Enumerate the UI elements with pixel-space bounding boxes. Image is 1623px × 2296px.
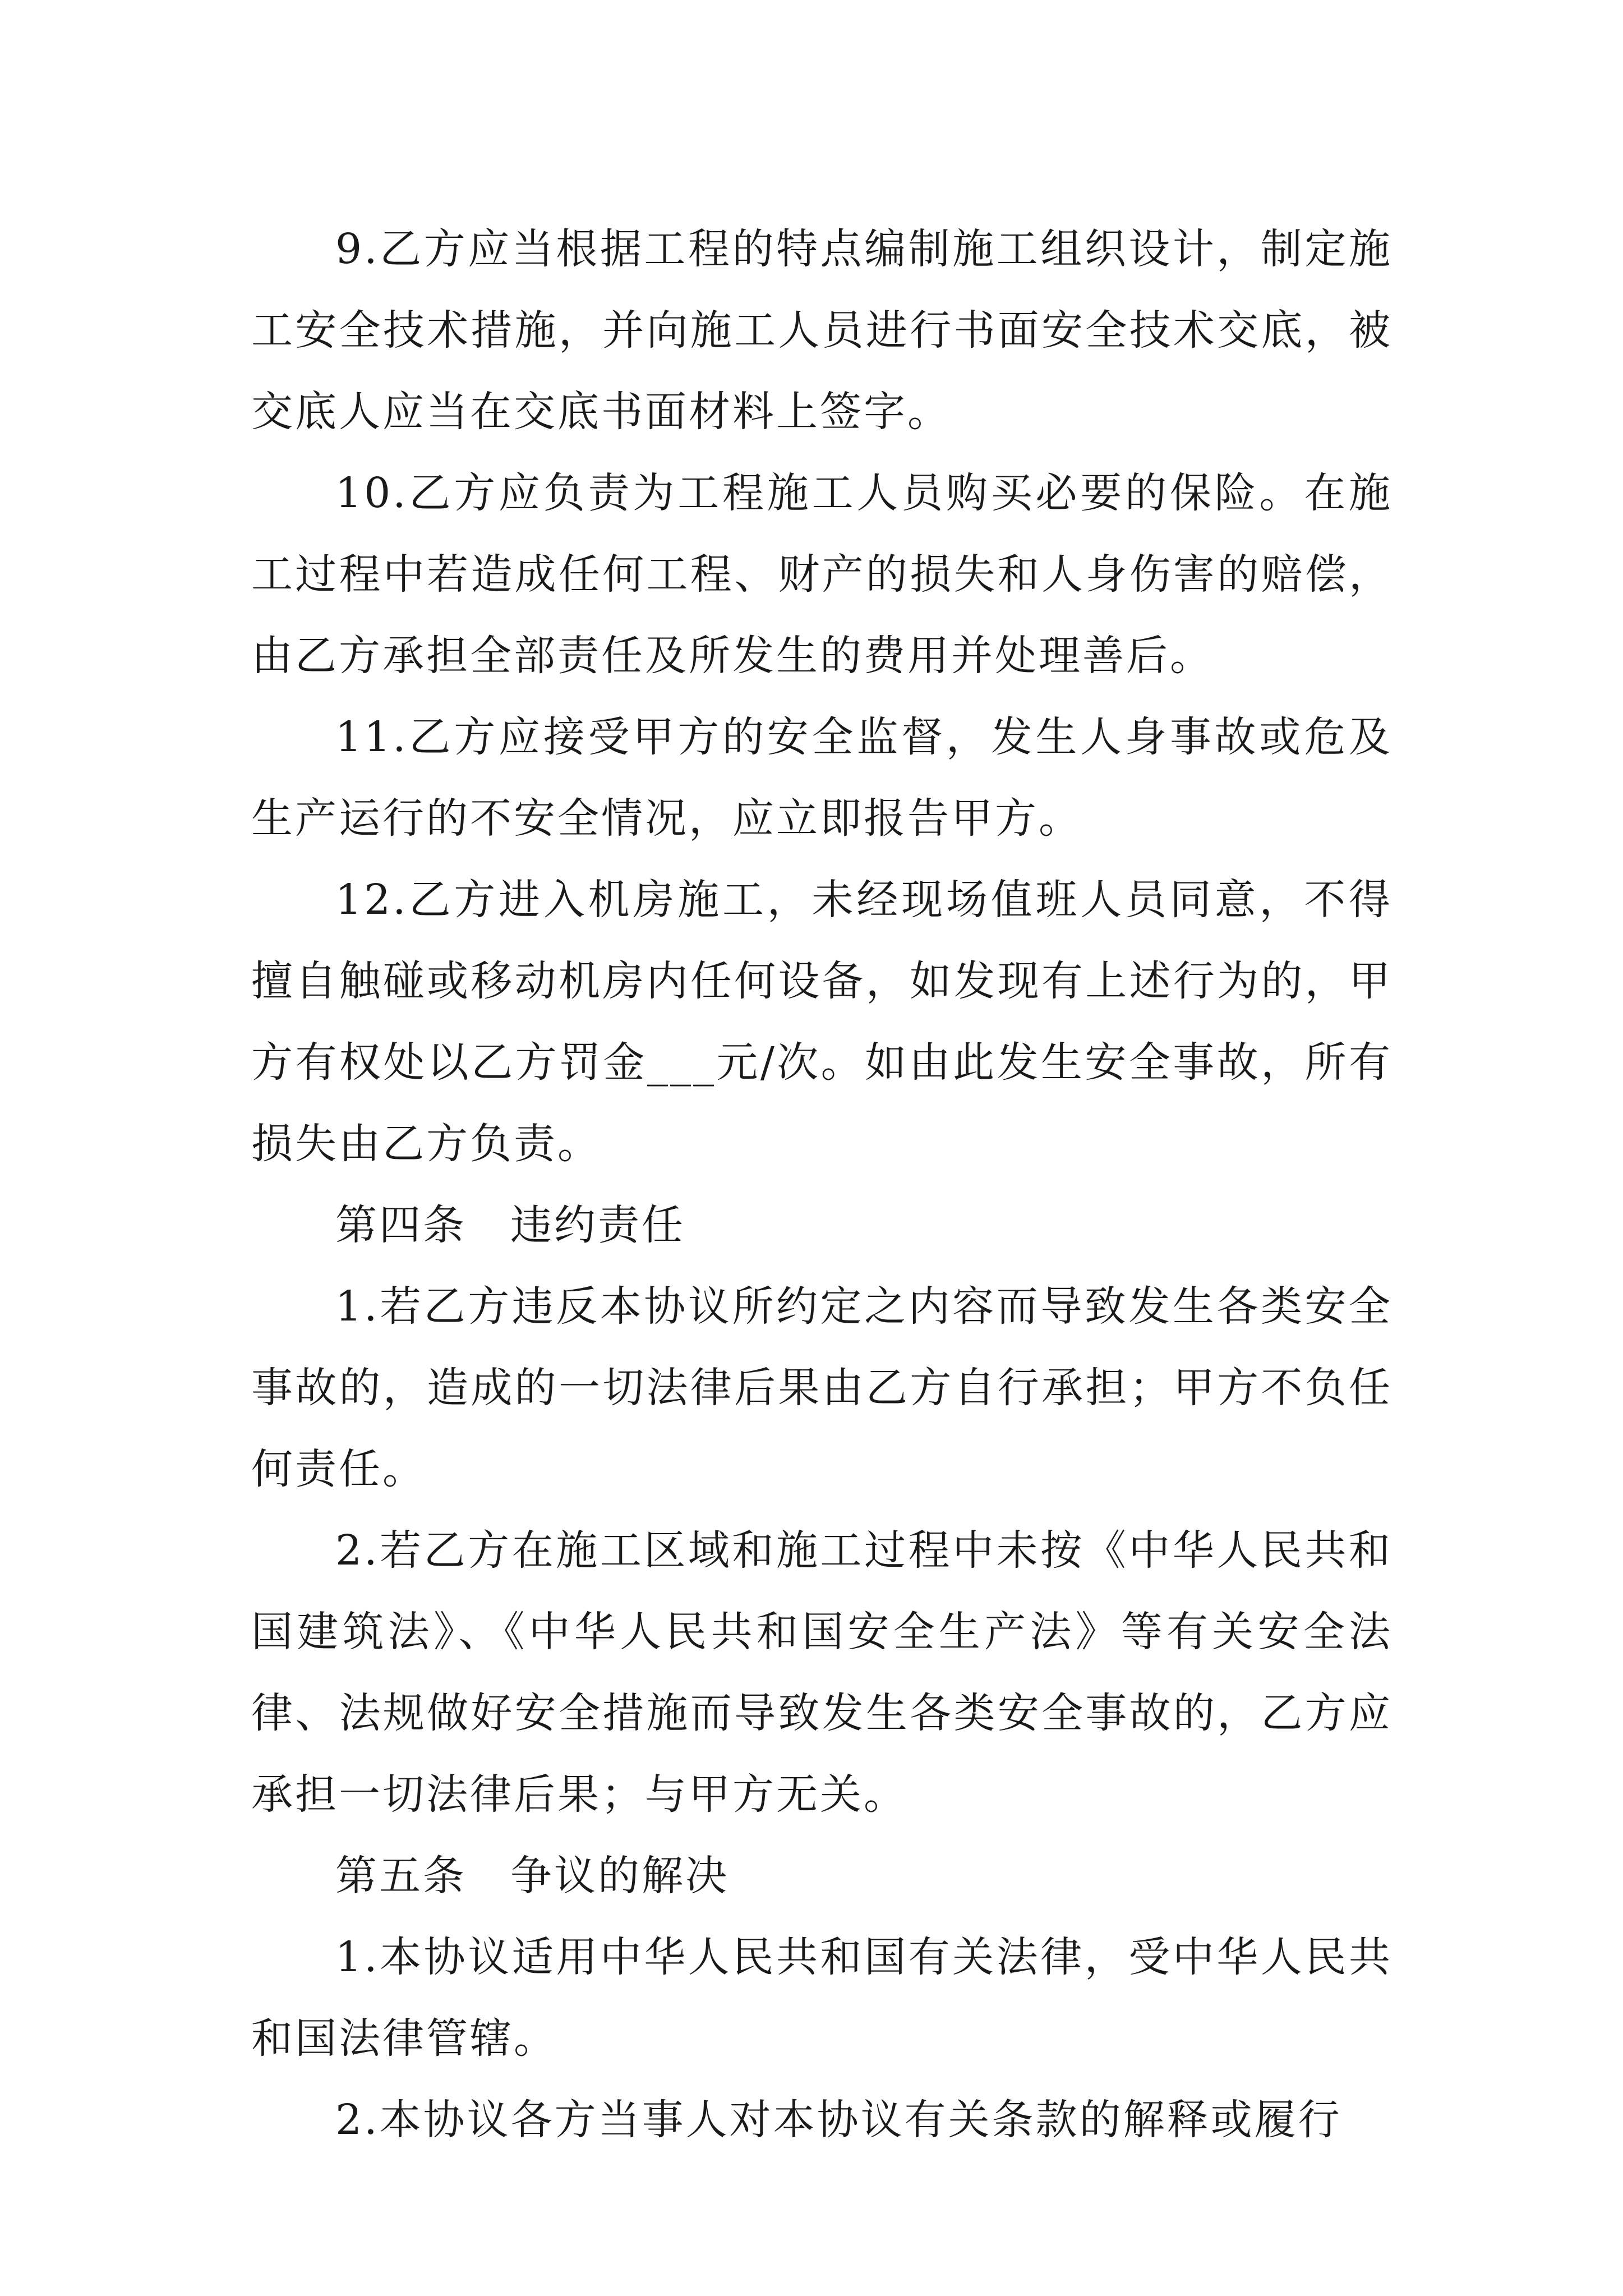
clause-10: 10.乙方应负责为工程施工人员购买必要的保险。在施工过程中若造成任何工程、财产的损失和人身伤害的赔偿，由乙方承担全部责任及所发生的费用并处理善后。	[251, 469, 1393, 680]
document-body	[251, 209, 1393, 2161]
article-4-clause-1: 1.若乙方违反本协议所约定之内容而导致发生各类安全事故的，造成的一切法律后果由乙方自行承担；甲方不负任何责任。	[251, 1282, 1393, 1493]
article-4-heading: 第四条 违约责任	[335, 1201, 685, 1249]
clause-11: 11.乙方应接受甲方的安全监督，发生人身事故或危及生产运行的不安全情况，应立即报告甲方。	[251, 713, 1393, 843]
article-5-clause-2: 2.本协议各方当事人对本协议有关条款的解释或履行	[335, 2096, 1342, 2144]
article-5-heading: 第五条 争议的解决	[335, 1852, 729, 1900]
clause-9: 9.乙方应当根据工程的特点编制施工组织设计，制定施工安全技术措施，并向施工人员进行书面安全技术交底，被交底人应当在交底书面材料上签字。	[251, 225, 1393, 436]
article-5-clause-1: 1.本协议适用中华人民共和国有关法律，受中华人民共和国法律管辖。	[251, 1933, 1393, 2063]
clause-12: 12.乙方进入机房施工，未经现场值班人员同意，不得擅自触碰或移动机房内任何设备，如发现有上述行为的，甲方有权处以乙方罚金___元/次。如由此发生安全事故，所有损失由乙方负责。	[251, 876, 1393, 1168]
article-4-clause-2: 2.若乙方在施工区域和施工过程中未按《中华人民共和国建筑法》、《中华人民共和国安全生产法》等有关安全法律、法规做好安全措施而导致发生各类安全事故的，乙方应承担一切法律后果；与甲方无关。	[251, 1526, 1393, 1819]
